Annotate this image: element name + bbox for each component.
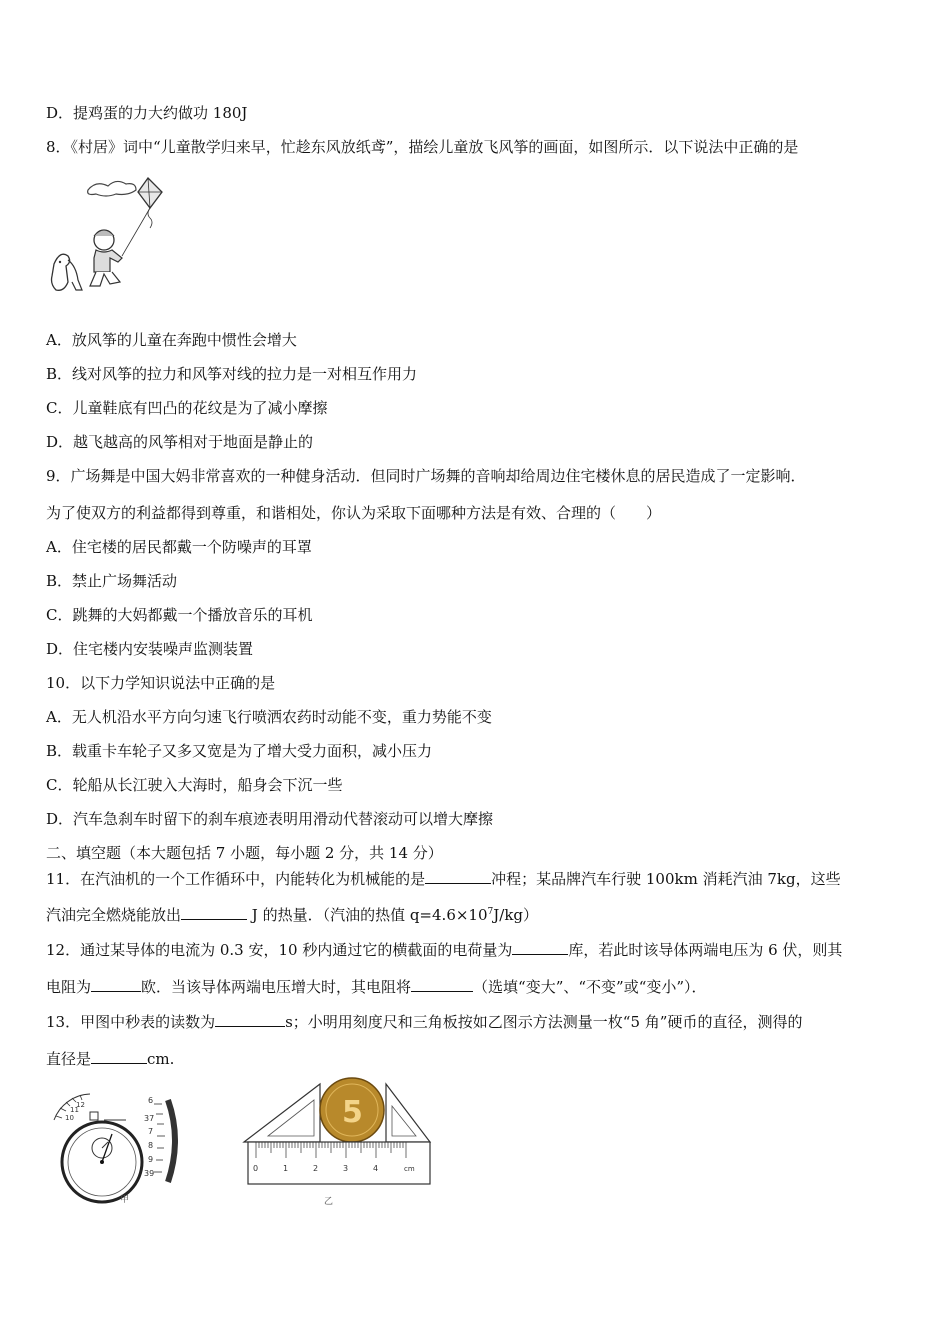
section-title: 二、填空题（本大题包括 7 小题，每小题 2 分，共 14 分） <box>46 844 443 862</box>
ruler-coin-figure <box>238 1076 438 1211</box>
q8-stem: 8．《村居》词中“儿童散学归来早，忙趁东风放纸鸢”，描绘儿童放飞风筝的画面，如图所示．以下说法中正确的是 <box>46 138 799 156</box>
stopwatch-outer-tick-5: 9 <box>148 1155 154 1164</box>
ruler-caption: 乙 <box>324 1197 334 1207</box>
q8-option-a: A．放风筝的儿童在奔跑中惯性会增大 <box>46 331 297 349</box>
stopwatch-inner-tick-2: 11 <box>70 1106 79 1114</box>
q12-text-a: 12．通过某导体的电流为 0.3 安，10 秒内通过它的横截面的电荷量为 <box>46 941 513 959</box>
q10-option-b: B．载重卡车轮子又多又宽是为了增大受力面积，减小压力 <box>46 742 433 760</box>
q13-text-c: 直径是 <box>46 1050 92 1068</box>
stopwatch-inner-tick-3: 12 <box>76 1101 85 1109</box>
stopwatch-outer-tick-3: 7 <box>148 1127 154 1136</box>
q13-text-b: s；小明用刻度尺和三角板按如乙图示方法测量一枚“5 角”硬币的直径，测得的 <box>285 1013 803 1031</box>
q9-option-d: D．住宅楼内安装噪声监测装置 <box>46 640 254 658</box>
q10-option-c: C．轮船从长江驶入大海时，船身会下沉一些 <box>46 776 343 794</box>
q8-option-c: C．儿童鞋底有凹凸的花纹是为了减小摩擦 <box>46 399 328 417</box>
q11-text-c: 汽油完全燃烧能放出 <box>46 906 182 924</box>
stopwatch-inner-tick-1: 10 <box>65 1114 74 1122</box>
ruler-tick-4: 4 <box>373 1164 379 1173</box>
q8-option-b: B．线对风筝的拉力和风筝对线的拉力是一对相互作用力 <box>46 365 418 383</box>
q7-option-d: D．提鸡蛋的力大约做功 180J <box>46 104 248 122</box>
stopwatch-outer-tick-4: 8 <box>148 1141 154 1150</box>
q13-line1 <box>46 1012 802 1032</box>
q11-line2 <box>46 905 538 925</box>
q12-blank-2[interactable] <box>91 977 141 992</box>
ruler-tick-0: 0 <box>253 1164 259 1173</box>
q11-text-d: J 的热量．（汽油的热值 q=4.6×10 <box>247 906 488 924</box>
q11-blank-2[interactable] <box>181 905 247 920</box>
q12-line2 <box>46 977 707 997</box>
q9-option-b: B．禁止广场舞活动 <box>46 572 178 590</box>
q12-line1 <box>46 940 842 960</box>
q10-option-d: D．汽车急刹车时留下的刹车痕迹表明用滑动代替滚动可以增大摩擦 <box>46 810 494 828</box>
q13-text-a: 13．甲图中秒表的读数为 <box>46 1013 216 1031</box>
q12-text-e: （选填“变大”、“不变”或“变小”）． <box>473 978 707 996</box>
q12-text-d: 欧．当该导体两端电压增大时，其电阻将 <box>141 978 412 996</box>
q12-blank-3[interactable] <box>411 977 473 992</box>
q13-line2 <box>46 1049 174 1069</box>
q12-text-c: 电阻为 <box>46 978 92 996</box>
q9-option-a: A．住宅楼的居民都戴一个防噪声的耳罩 <box>46 538 312 556</box>
stopwatch-outer-tick-2: 37 <box>144 1114 155 1123</box>
ruler-tick-1: 1 <box>283 1164 289 1173</box>
q13-text-d: cm. <box>147 1050 175 1068</box>
kite-illustration <box>48 172 173 300</box>
q9-stem-line1: 9．广场舞是中国大妈非常喜欢的一种健身活动．但同时广场舞的音响却给周边住宅楼休息的居民造成了一定影响． <box>46 467 806 485</box>
stopwatch-outer-tick-6: 39 <box>144 1169 155 1178</box>
q13-blank-1[interactable] <box>215 1012 285 1027</box>
q12-blank-1[interactable] <box>512 940 568 955</box>
q8-option-d: D．越飞越高的风筝相对于地面是静止的 <box>46 433 314 451</box>
q11-exponent: 7 <box>487 907 494 917</box>
q12-text-b: 库，若此时该导体两端电压为 6 伏，则其 <box>568 941 843 959</box>
q10-stem: 10．以下力学知识说法中正确的是 <box>46 674 276 692</box>
stopwatch-caption: 甲 <box>120 1195 130 1205</box>
q11-blank-1[interactable] <box>425 869 491 884</box>
q9-option-c: C．跳舞的大妈都戴一个播放音乐的耳机 <box>46 606 313 624</box>
q9-stem-line2: 为了使双方的利益都得到尊重，和谐相处，你认为采取下面哪种方法是有效、合理的（ ） <box>46 504 662 522</box>
stopwatch-outer-tick-1: 6 <box>148 1096 154 1105</box>
q11-text-e: J/kg） <box>493 906 539 924</box>
q11-text-b: 冲程；某品牌汽车行驶 100km 消耗汽油 7kg，这些 <box>491 870 841 888</box>
q11-line1 <box>46 869 841 889</box>
ruler-tick-3: 3 <box>343 1164 349 1173</box>
ruler-tick-2: 2 <box>313 1164 319 1173</box>
coin-denomination: 5 <box>342 1095 363 1130</box>
q11-text-a: 11．在汽油机的一个工作循环中，内能转化为机械能的是 <box>46 870 426 888</box>
ruler-unit: cm <box>404 1165 415 1173</box>
q13-blank-2[interactable] <box>91 1049 147 1064</box>
stopwatch-figure <box>50 1090 190 1205</box>
q10-option-a: A．无人机沿水平方向匀速飞行喷洒农药时动能不变，重力势能不变 <box>46 708 492 726</box>
